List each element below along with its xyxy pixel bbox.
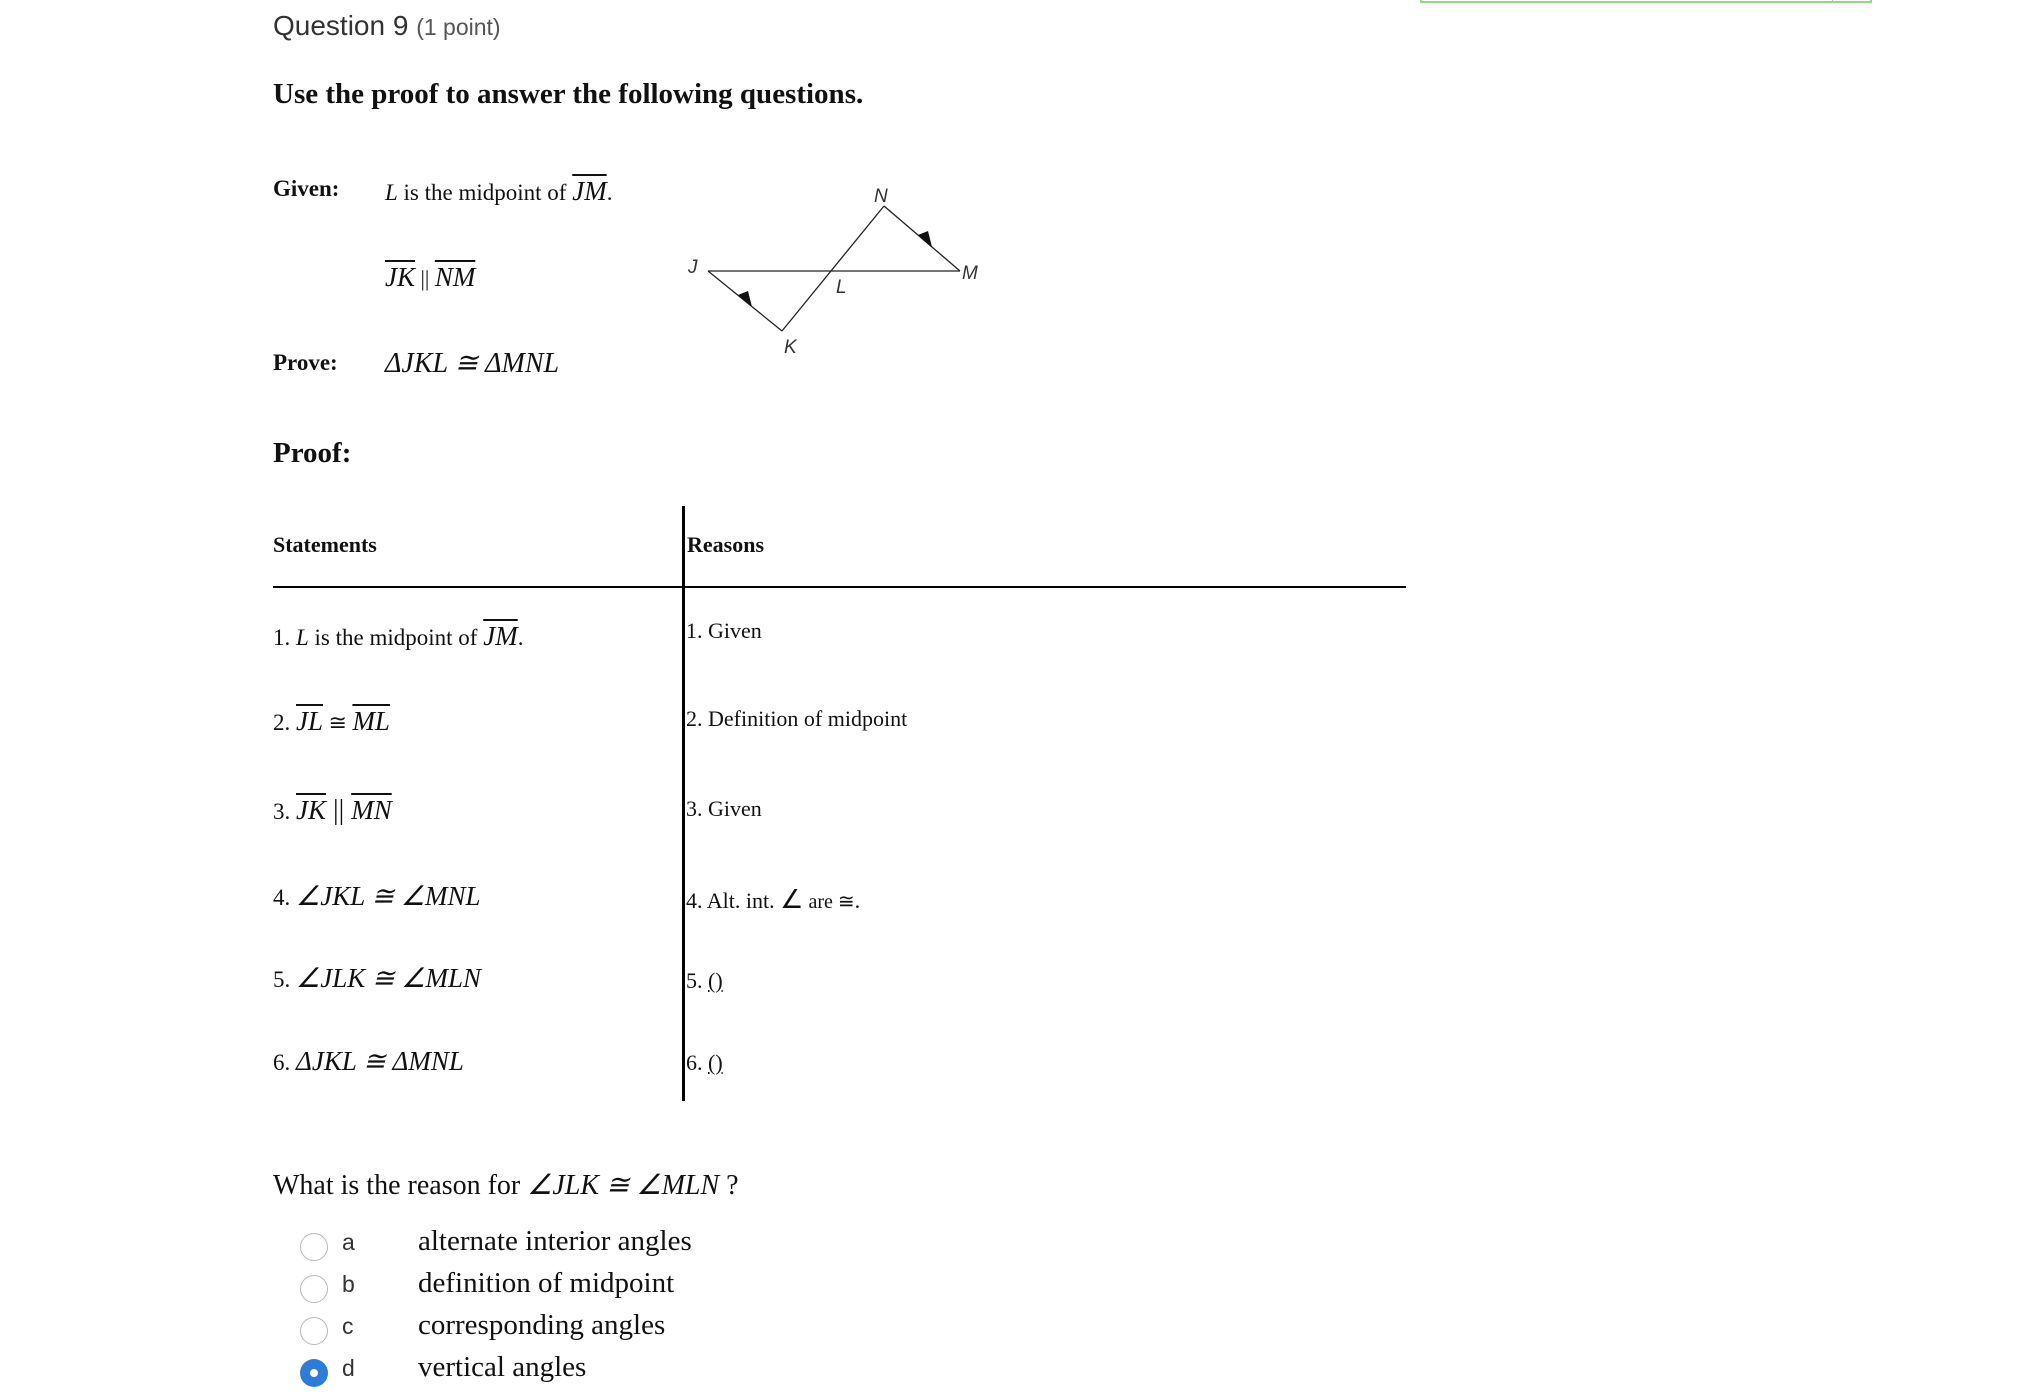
- option-d-letter: d: [342, 1355, 355, 1381]
- option-c-letter: c: [342, 1313, 354, 1339]
- arrow-nm-icon: [918, 231, 932, 247]
- reason-5: 5. (): [686, 968, 723, 993]
- option-d-text[interactable]: vertical angles: [418, 1351, 587, 1383]
- label-m: M: [962, 263, 978, 284]
- reasons-header: Reasons: [687, 532, 765, 557]
- instruction-text: Use the proof to answer the following questions.: [273, 78, 864, 110]
- table-vertical-rule: [682, 506, 685, 1101]
- segment-kn: [782, 206, 884, 331]
- label-l: L: [836, 277, 847, 298]
- answer-status-box: [1420, 0, 1872, 3]
- option-d-radio[interactable]: [300, 1359, 328, 1387]
- statement-3: 3. $\overline{JK}$ || $\overline{MN}$: [273, 795, 392, 826]
- question-title: [273, 10, 501, 42]
- option-c-radio[interactable]: [300, 1317, 328, 1345]
- triangle-diagram: [670, 185, 990, 355]
- prove-statement: ΔJKL ≅ ΔMNL: [385, 348, 560, 379]
- given-statement-2: $\overline{JK}$ || $\overline{NM}$: [385, 262, 476, 292]
- question-prompt: What is the reason for ∠JLK ≅ ∠MLN ?: [273, 1170, 739, 1201]
- statement-1: 1. L is the midpoint of $\overline{JM}$.: [273, 621, 524, 651]
- label-k: K: [784, 337, 797, 355]
- question-number: Question 9: [273, 10, 409, 41]
- option-b-text[interactable]: definition of midpoint: [418, 1267, 675, 1299]
- reason-6: 6. (): [686, 1050, 723, 1075]
- prove-label: Prove:: [273, 350, 338, 375]
- option-c-text[interactable]: corresponding angles: [418, 1309, 666, 1341]
- option-b-radio[interactable]: [300, 1275, 328, 1303]
- reason-1: 1. Given: [686, 618, 762, 643]
- given-statement-1: L is the midpoint of $\overline{JM}$.: [385, 176, 613, 206]
- label-j: J: [688, 257, 698, 278]
- reason-3: 3. Given: [686, 796, 762, 821]
- reason-2: 2. Definition of midpoint: [686, 706, 908, 731]
- reason-6-blank: (): [708, 1050, 723, 1075]
- table-header-rule: [273, 586, 1406, 588]
- statement-2: 2. $\overline{JL}$ ≅ $\overline{ML}$: [273, 706, 390, 736]
- statement-5: 5. ∠JLK ≅ ∠MLN: [273, 963, 482, 993]
- option-a-letter: a: [342, 1229, 355, 1255]
- option-a-text[interactable]: alternate interior angles: [418, 1225, 692, 1257]
- label-n: N: [874, 186, 888, 207]
- arrow-jk-icon: [738, 291, 752, 307]
- given-label: Given:: [273, 176, 340, 201]
- reason-4: 4. Alt. int. ∠ are ≅.: [686, 885, 861, 914]
- statement-6: 6. ΔJKL ≅ ΔMNL: [273, 1046, 464, 1076]
- statement-4: 4. ∠JKL ≅ ∠MNL: [273, 881, 481, 911]
- reason-5-blank: (): [708, 968, 723, 993]
- segment-nm: [884, 206, 960, 271]
- option-a-radio[interactable]: [300, 1233, 328, 1261]
- proof-label: Proof:: [273, 437, 352, 469]
- option-b-letter: b: [342, 1271, 355, 1297]
- question-points: (1 point): [416, 14, 501, 40]
- statements-header: Statements: [273, 532, 377, 557]
